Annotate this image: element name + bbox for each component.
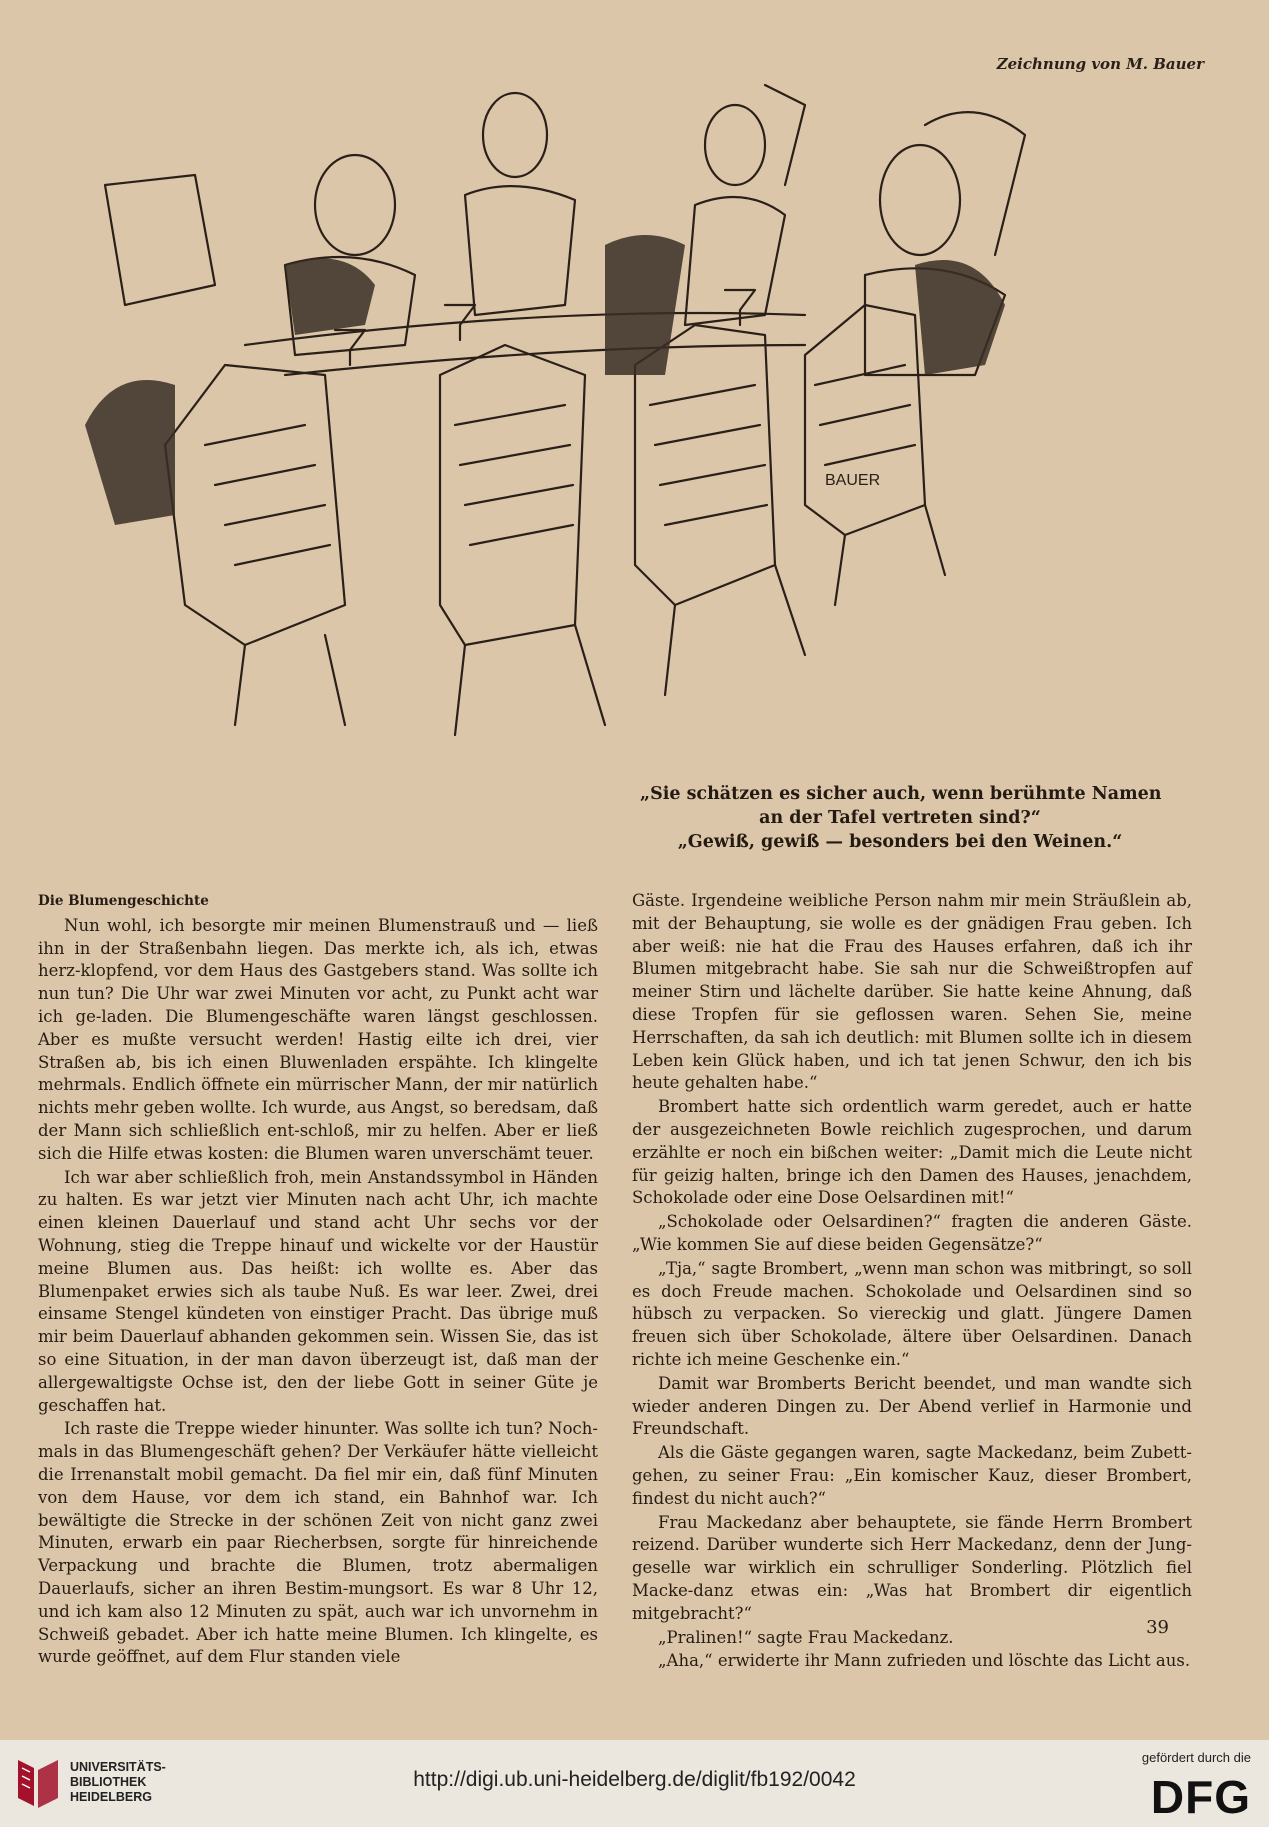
paragraph: Als die Gäste gegangen waren, sagte Mackedanz, beim Zubett-gehen, zu seiner Frau: „Ein komischer Kauz, dieser Brombert, findest du nicht auch?“ bbox=[632, 1443, 1192, 1508]
digitization-footer bbox=[0, 1740, 1269, 1827]
paragraph: „Schokolade oder Oelsardinen?“ fragten die anderen Gäste. „Wie kommen Sie auf diese beiden Gegensätze?“ bbox=[632, 1212, 1192, 1254]
paragraph: Brombert hatte sich ordentlich warm geredet, auch er hatte der ausgezeichneten Bowle reichlich zugesprochen, und darum erzählte er noch ein bißchen weiter: „Damit mich die Leute nicht für geizig halten, bringe ich den Damen des Hauses, jenachdem, Schokolade oder eine Dose Oelsardinen mit!“ bbox=[632, 1097, 1192, 1208]
caption-line: „Gewiß, gewiß — besonders bei den Weinen.“ bbox=[677, 832, 1123, 852]
article-column-left bbox=[38, 890, 598, 1670]
page-number: 39 bbox=[1146, 1617, 1169, 1638]
dfg-logo: DFG bbox=[1150, 1771, 1251, 1823]
paragraph: „Aha,“ erwiderte ihr Mann zufrieden und löschte das Licht aus. bbox=[658, 1651, 1191, 1671]
illustration-credit: Zeichnung von M. Bauer bbox=[996, 55, 1204, 73]
paragraph: Gäste. Irgendeine weibliche Person nahm mir mein Sträußlein ab, mit der Behauptung, sie wolle es der gnädigen Frau geben. Ich aber weiß: nie hat die Frau des Hauses erfahren, daß ich ihr Blumen mitgebracht habe. Sie sah nur die Schweißtropfen auf meiner Stirn und lächelte darüber. Sie hatte keine Ahnung, daß diese Tropfen für sie geflossen waren. Sehen Sie, meine Herrschaften, da sah ich deutlich: mit Blumen sollte ich in diesem Leben kein Glück haben, und ich tat jenen Schwur, den ich bis heute gehalten habe.“ bbox=[632, 891, 1192, 1093]
paragraph: „Pralinen!“ sagte Frau Mackedanz. bbox=[658, 1627, 954, 1647]
paragraph: Damit war Bromberts Bericht beendet, und man wandte sich wieder anderen Dingen zu. Der Abend verlief in Harmonie und Freundschaft. bbox=[632, 1373, 1192, 1439]
artist-signature: BAUER bbox=[825, 472, 881, 489]
paragraph: Nun wohl, ich besorgte mir meinen Blumenstrauß und — ließ ihn in der Straßenbahn liegen. Das merkte ich, als ich, etwas herz-klopfend, vor dem Haus des Gastgebers stand. Was sollte ich nun tun? Die Uhr war zwei Minuten vor acht, zu Punkt acht war ich ge-laden. Die Blumengeschäfte waren längst geschlossen. Aber es mußte versucht werden! Hastig eilte ich drei, vier Straßen ab, bis ich einen Bluwenladen erspähte. Ich klingelte mehrmals. Endlich öffnete ein mürrischer Mann, der mir natürlich nichts mehr geben wollte. Ich wurde, aus Angst, so beredsam, daß der Mann sich schließlich ent-schloß, mir zu helfen. Aber er ließ sich die Hilfe etwas kosten: die Blumen waren unverschämt teuer. bbox=[38, 915, 598, 1163]
library-name-line: BIBLIOTHEK bbox=[70, 1775, 147, 1789]
caption-line: an der Tafel vertreten sind?“ bbox=[759, 808, 1041, 828]
section-title: Die Blumengeschichte bbox=[38, 893, 209, 909]
library-name-line: HEIDELBERG bbox=[70, 1790, 152, 1804]
paragraph: Frau Mackedanz aber behauptete, sie fände Herrn Brombert reizend. Darüber wunderte sich Herr Mackedanz, denn der Jung-geselle war wirklich ein schrulliger Sonderling. Plötzlich fiel Macke-danz etwas ein: „Was hat Brombert dir eigentlich mitgebracht?“ bbox=[632, 1512, 1192, 1623]
illustration-caption bbox=[640, 782, 1160, 854]
paragraph: Ich raste die Treppe wieder hinunter. Was sollte ich tun? Noch-mals in das Blumengeschäft gehen? Der Verkäufer hätte vielleicht die Irrenanstalt mobil gemacht. Da fiel mir ein, daß fünf Minuten von dem Hause, vor dem ich stand, ein Bahnhof war. Ich bewältigte die Strecke in der schönen Zeit von nicht ganz zwei Minuten, erwarb ein paar Riecherbsen, sorgte für hinreichende Verpackung und brachte die Blumen, trotz abermaligen Dauerlaufs, sicher an ihren Bestim-mungsort. Es war 8 Uhr 12, und ich kam also 12 Minuten zu spät, auch war ich unvornehm in Schweiß gebadet. Aber ich hatte meine Blumen. Ich klingelte, es wurde geöffnet, auf dem Flur standen viele bbox=[38, 1419, 598, 1667]
article-column-right bbox=[632, 890, 1192, 1674]
caption-line: „Sie schätzen es sicher auch, wenn berühmte Namen bbox=[640, 784, 1162, 804]
paragraph: Ich war aber schließlich froh, mein Anstandssymbol in Händen zu halten. Es war jetzt vier Minuten nach acht Uhr, ich machte einen kleinen Dauerlauf und stand acht Uhr sechs vor der Wohnung, stieg die Treppe hinauf und wickelte vor der Haustür meine Blumen aus. Das heißt: ich wollte es. Aber das Blumenpaket erwies sich als taube Nuß. Es war leer. Zwei, drei einsame Stengel kündeten von einstiger Pracht. Das übrige muß mir beim Dauerlauf abhanden gekommen sein. Wissen Sie, das ist so eine Situation, in der man davon überzeugt ist, daß man der allergewaltigste Ochse ist, den der liebe Gott in seiner Güte je geschaffen hat. bbox=[38, 1167, 598, 1415]
library-name-line: UNIVERSITÄTS- bbox=[70, 1760, 166, 1774]
paragraph: „Tja,“ sagte Brombert, „wenn man schon was mitbringt, so soll es doch Freude machen. Schokolade und Oelsardinen sind so hübsch zu verpacken. So viereckig und glatt. Jüngere Damen freuen sich über Schokolade, ältere über Oelsardinen. Danach richte ich meine Geschenke ein.“ bbox=[632, 1258, 1192, 1369]
dinner-party-illustration bbox=[45, 45, 1195, 745]
sponsor-text: gefördert durch die bbox=[1141, 1750, 1251, 1765]
permalink-url[interactable]: http://digi.ub.uni-heidelberg.de/diglit/fb192/0042 bbox=[413, 1768, 856, 1791]
